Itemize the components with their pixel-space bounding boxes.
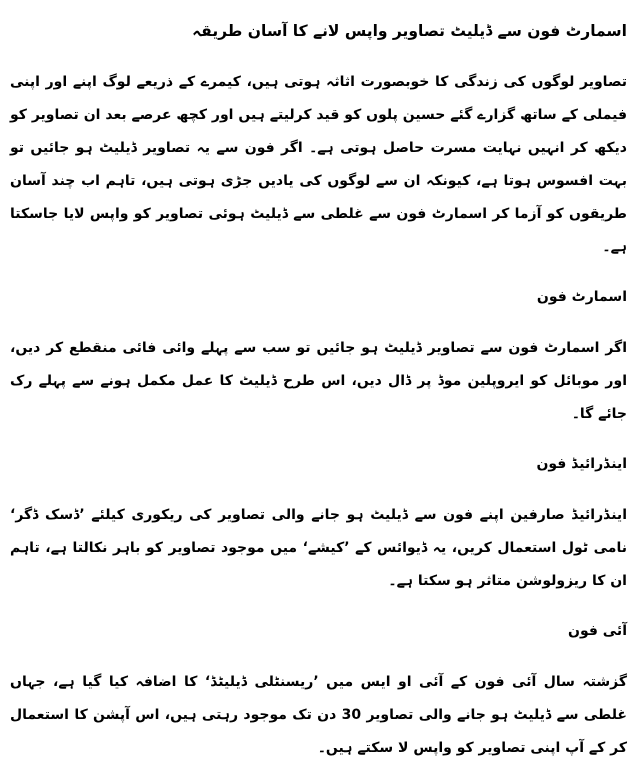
- section-body-smartphone: اگر اسمارٹ فون سے تصاویر ڈیلیٹ ہو جائیں تو سب سے پہلے وائی فائی منقطع کر دیں، اور موبائل کو ایروپلین موڈ پر ڈال دیں، اس طرح ڈیلیٹ کا عمل مکمل ہونے سے پہلے رک جائے گا۔: [10, 340, 627, 422]
- section-heading-android: اینڈرائیڈ فون: [536, 456, 627, 472]
- section-heading-smartphone: اسمارٹ فون: [536, 289, 627, 305]
- article-title: اسمارٹ فون سے ڈیلیٹ تصاویر واپس لانے کا آسان طریقہ: [192, 22, 627, 40]
- section-body-iphone: گزشتہ سال آئی فون کے آئی او ایس میں ’ریسنٹلی ڈیلیٹڈ‘ کا اضافہ کیا گیا ہے، جہاں غلطی سے ڈیلیٹ ہو جانے والی تصاویر 30 دن تک موجود رہتی ہیں، اس آپشن کا استعمال کر کے آپ اپنی تصاویر کو واپس لا سکتے ہیں۔: [10, 674, 627, 756]
- section-body-android: اینڈرائیڈ صارفین اپنے فون سے ڈیلیٹ ہو جانے والی تصاویر کی ریکوری کیلئے ’ڈسک ڈگر‘ نامی ٹول استعمال کریں، یہ ڈیوائس کے ’کیشے‘ میں موجود تصاویر کو باہر نکالتا ہے، تاہم ان کا ریزولوشن متاثر ہو سکتا ہے۔: [10, 507, 627, 589]
- intro-paragraph: تصاویر لوگوں کی زندگی کا خوبصورت اثاثہ ہوتی ہیں، کیمرے کے ذریعے لوگ اپنے اور اپنی فیملی کے ساتھ گزارے گئے حسین پلوں کو قید کرلیتے ہیں اور کچھ عرصے بعد ان تصاویر کو دیکھ کر انہیں نہایت مسرت حاصل ہوتی ہے۔ اگر فون سے یہ تصاویر ڈیلیٹ ہو جائیں تو بہت افسوس ہوتا ہے، کیونکہ ان سے لوگوں کی یادیں جڑی ہوتی ہیں، تاہم اب چند آسان طریقوں کو آزما کر اسمارٹ فون سے غلطی سے ڈیلیٹ ہوئی تصاویر کو واپس لایا جاسکتا ہے۔: [10, 74, 627, 255]
- section-heading-iphone: آئی فون: [568, 623, 627, 639]
